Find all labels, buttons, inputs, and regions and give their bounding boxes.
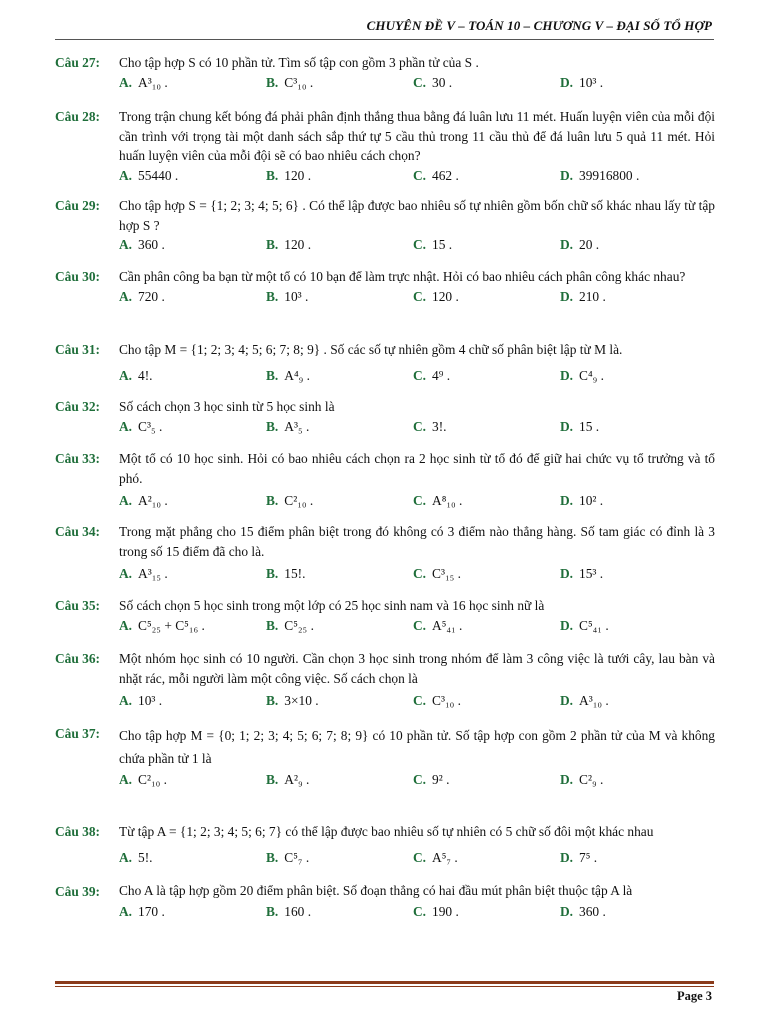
question-text: Cho tập hợp S = {1; 2; 3; 4; 5; 6} . Có thể lập được bao nhiêu số tự nhiên gồm bốn chữ số khác nhau lấy từ tập hợp S ? [119, 198, 715, 233]
option-c [413, 166, 560, 186]
option-label: C. [413, 237, 427, 252]
option-label: B. [266, 493, 279, 508]
option-value: 360 . [579, 903, 606, 919]
option-d [560, 616, 707, 636]
option-label: D. [560, 617, 574, 633]
answer-options [55, 616, 715, 636]
option-d [560, 417, 707, 437]
option-a [119, 235, 266, 255]
option-c [413, 73, 560, 93]
question-33 [55, 449, 715, 511]
option-value: C³₁₀ . [432, 693, 462, 708]
question-29 [55, 196, 715, 255]
question-35 [55, 596, 715, 636]
option-value: 10³ . [284, 288, 309, 304]
option-b [266, 235, 413, 255]
option-d [560, 770, 707, 790]
option-label: A. [119, 617, 133, 633]
question-number: Câu 33: [55, 451, 101, 466]
option-value: C³₁₀ . [284, 74, 314, 90]
option-c [413, 491, 560, 511]
option-label: B. [266, 617, 279, 633]
option-value: C²₉ . [579, 772, 604, 787]
option-value: C⁴₉ . [579, 367, 604, 383]
answer-options [55, 166, 715, 186]
answer-options [55, 902, 715, 922]
option-label: D. [560, 74, 574, 90]
option-value: C²₁₀ . [284, 493, 314, 508]
option-b [266, 848, 413, 868]
option-label: A. [119, 237, 133, 252]
option-label: A. [119, 772, 133, 787]
option-d [560, 564, 707, 584]
question-text: Trong mặt phẳng cho 15 điểm phân biệt trong đó không có 3 điểm nào thẳng hàng. Số tam giác có đỉnh là 3 trong số 15 điểm đã cho là. [119, 524, 715, 559]
option-c [413, 417, 560, 437]
question-30 [55, 267, 715, 307]
option-value: 15 . [432, 237, 453, 252]
answer-options [55, 366, 715, 386]
option-a [119, 616, 266, 636]
question-text: Cho A là tập hợp gồm 20 điểm phân biệt. Số đoạn thẳng có hai đầu mút phân biệt thuộc tập A là [119, 883, 633, 898]
option-label: A. [119, 493, 133, 508]
option-value: 462 . [432, 167, 459, 183]
question-number: Câu 31: [55, 342, 101, 357]
option-value: 170 . [138, 903, 165, 919]
question-37 [55, 724, 715, 790]
option-label: A. [119, 74, 133, 90]
question-number: Câu 32: [55, 399, 101, 414]
option-value: 9² . [432, 772, 450, 787]
option-value: 120 . [284, 167, 312, 183]
question-text: Một nhóm học sinh có 10 người. Cần chọn 3 học sinh trong nhóm để làm 3 công việc là tưới cây, lau bàn và nhặt rác, mỗi người làm một công việc. Số cách chọn là [119, 651, 715, 686]
option-c [413, 902, 560, 922]
option-value: A³₅ . [284, 418, 310, 434]
option-a [119, 287, 266, 307]
option-b [266, 691, 413, 711]
option-value: 210 . [579, 288, 606, 304]
option-value: 4⁹ . [432, 367, 451, 383]
option-label: C. [413, 288, 427, 304]
option-label: B. [266, 167, 279, 183]
question-text: Cho tập hợp S có 10 phần tử. Tìm số tập con gồm 3 phần tử của S . [119, 55, 479, 70]
question-38 [55, 822, 715, 868]
option-label: D. [560, 772, 574, 787]
option-value: A⁵₇ . [432, 849, 458, 865]
question-number: Câu 30: [55, 269, 101, 284]
option-b [266, 417, 413, 437]
option-d [560, 235, 707, 255]
option-value: 20 . [579, 237, 600, 252]
option-d [560, 366, 707, 386]
option-label: D. [560, 367, 574, 383]
option-value: 30 . [432, 74, 453, 90]
option-d [560, 848, 707, 868]
option-label: C. [413, 367, 427, 383]
option-value: 15³ . [579, 566, 604, 581]
option-a [119, 73, 266, 93]
option-label: C. [413, 167, 427, 183]
option-b [266, 616, 413, 636]
option-label: B. [266, 566, 279, 581]
option-value: A⁵₄₁ . [432, 617, 463, 633]
option-label: B. [266, 74, 279, 90]
answer-options [55, 564, 715, 584]
option-label: A. [119, 903, 133, 919]
answer-options [55, 235, 715, 255]
option-label: D. [560, 903, 574, 919]
option-value: C⁵₄₁ . [579, 617, 609, 633]
question-39 [55, 882, 715, 922]
question-28 [55, 107, 715, 186]
option-value: C⁵₂₅ . [284, 617, 314, 633]
question-text: Số cách chọn 5 học sinh trong một lớp có 25 học sinh nam và 16 học sinh nữ là [119, 598, 545, 613]
answer-options [55, 491, 715, 511]
option-value: 5!. [138, 849, 153, 865]
option-value: 39916800 . [579, 167, 640, 183]
option-value: A²₉ . [284, 772, 310, 787]
option-label: D. [560, 493, 574, 508]
option-label: C. [413, 617, 427, 633]
question-text: Từ tập A = {1; 2; 3; 4; 5; 6; 7} có thể lập được bao nhiêu số tự nhiên có 5 chữ số đôi một khác nhau [119, 824, 654, 839]
option-d [560, 491, 707, 511]
option-value: A³₁₀ . [138, 74, 168, 90]
option-value: C²₁₀ . [138, 772, 168, 787]
option-b [266, 902, 413, 922]
question-27 [55, 53, 715, 93]
option-b [266, 287, 413, 307]
option-a [119, 770, 266, 790]
option-label: D. [560, 849, 574, 865]
answer-options [55, 73, 715, 93]
option-c [413, 691, 560, 711]
option-label: D. [560, 167, 574, 183]
option-value: A⁸₁₀ . [432, 493, 463, 508]
option-c [413, 616, 560, 636]
option-label: D. [560, 288, 574, 304]
option-value: 7⁵ . [579, 849, 598, 865]
answer-options [55, 287, 715, 307]
option-c [413, 848, 560, 868]
option-a [119, 848, 266, 868]
option-b [266, 564, 413, 584]
option-a [119, 691, 266, 711]
option-b [266, 73, 413, 93]
option-c [413, 770, 560, 790]
option-a [119, 491, 266, 511]
option-c [413, 366, 560, 386]
option-value: 15 . [579, 418, 600, 434]
question-number: Câu 37: [55, 726, 101, 741]
option-label: C. [413, 849, 427, 865]
option-label: B. [266, 367, 279, 383]
question-number: Câu 29: [55, 198, 101, 213]
option-a [119, 366, 266, 386]
question-number: Câu 39: [55, 884, 101, 899]
option-value: 4!. [138, 367, 153, 383]
option-value: C³₁₅ . [432, 566, 462, 581]
option-label: B. [266, 903, 279, 919]
option-label: D. [560, 693, 574, 708]
option-d [560, 902, 707, 922]
question-number: Câu 36: [55, 651, 101, 666]
option-label: A. [119, 288, 133, 304]
option-label: B. [266, 693, 279, 708]
question-number: Câu 34: [55, 524, 101, 539]
option-label: B. [266, 772, 279, 787]
option-value: 160 . [284, 903, 312, 919]
option-value: 10³ . [579, 74, 604, 90]
option-label: D. [560, 566, 574, 581]
answer-options [55, 691, 715, 711]
answer-options [55, 417, 715, 437]
option-b [266, 770, 413, 790]
option-d [560, 166, 707, 186]
option-label: B. [266, 237, 279, 252]
option-b [266, 166, 413, 186]
page-header-title: CHUYÊN ĐỀ V – TOÁN 10 – CHƯƠNG V – ĐẠI SỐ TỔ HỢP [366, 18, 712, 33]
option-b [266, 366, 413, 386]
option-label: C. [413, 74, 427, 90]
option-label: C. [413, 693, 427, 708]
question-text: Cho tập hợp M = {0; 1; 2; 3; 4; 5; 6; 7; 8; 9} có 10 phần tử. Số tập hợp con gồm 2 phần tử của M và không chứa phần tử 1 là [119, 728, 715, 766]
option-value: C⁵₂₅ + C⁵₁₆ . [138, 617, 205, 633]
question-number: Câu 35: [55, 598, 101, 613]
option-c [413, 235, 560, 255]
option-value: A⁴₉ . [284, 367, 310, 383]
option-value: 3!. [432, 418, 447, 434]
footer-divider [55, 981, 714, 984]
option-value: 120 . [284, 237, 312, 252]
option-label: B. [266, 849, 279, 865]
option-a [119, 564, 266, 584]
question-32 [55, 397, 715, 437]
option-c [413, 564, 560, 584]
question-text: Trong trận chung kết bóng đá phải phân định thắng thua bằng đá luân lưu 11 mét. Huấn luyện viên của mỗi đội cần trình với trọng tài một danh sách sắp thứ tự 5 cầu thủ trong 11 cầu thủ để đá luân lưu 5 quả 11 mét. Hỏi huấn luyện viên của mỗi đội sẽ có bao nhiêu cách chọn? [119, 109, 715, 163]
option-c [413, 287, 560, 307]
option-label: A. [119, 566, 133, 581]
option-label: C. [413, 493, 427, 508]
option-b [266, 491, 413, 511]
option-value: 120 . [432, 288, 459, 304]
option-value: 15!. [284, 566, 306, 581]
option-label: B. [266, 418, 279, 434]
question-number: Câu 28: [55, 109, 101, 124]
question-text: Một tổ có 10 học sinh. Hỏi có bao nhiêu cách chọn ra 2 học sinh từ tổ đó để giữ hai chức vụ tổ trưởng và tổ phó. [119, 451, 715, 486]
option-label: C. [413, 903, 427, 919]
option-value: 3×10 . [284, 693, 319, 708]
option-label: D. [560, 418, 574, 434]
option-label: B. [266, 288, 279, 304]
option-label: A. [119, 167, 133, 183]
option-d [560, 691, 707, 711]
option-d [560, 287, 707, 307]
footer-divider-thin [55, 986, 714, 987]
option-value: A³₁₀ . [579, 693, 609, 708]
option-value: 360 . [138, 237, 165, 252]
option-value: 190 . [432, 903, 459, 919]
option-a [119, 902, 266, 922]
option-label: A. [119, 418, 133, 434]
option-label: C. [413, 566, 427, 581]
option-a [119, 166, 266, 186]
option-value: 720 . [138, 288, 165, 304]
answer-options [55, 848, 715, 868]
option-value: 10² . [579, 493, 604, 508]
question-text: Số cách chọn 3 học sinh từ 5 học sinh là [119, 399, 335, 414]
question-number: Câu 38: [55, 824, 101, 839]
question-text: Cần phân công ba bạn từ một tổ có 10 bạn để làm trực nhật. Hỏi có bao nhiêu cách phân công khác nhau? [119, 269, 686, 284]
question-31 [55, 340, 715, 386]
option-value: C⁵₇ . [284, 849, 310, 865]
option-d [560, 73, 707, 93]
page-number: Page 3 [676, 989, 712, 1003]
option-label: C. [413, 418, 427, 434]
question-text: Cho tập M = {1; 2; 3; 4; 5; 6; 7; 8; 9} . Số các số tự nhiên gồm 4 chữ số phân biệt lập từ M là. [119, 342, 623, 357]
option-value: A³₁₅ . [138, 566, 168, 581]
option-a [119, 417, 266, 437]
option-label: A. [119, 367, 133, 383]
question-36 [55, 649, 715, 711]
option-value: A²₁₀ . [138, 493, 168, 508]
option-label: C. [413, 772, 427, 787]
option-value: 55440 . [138, 167, 179, 183]
option-label: D. [560, 237, 574, 252]
option-label: A. [119, 693, 133, 708]
option-label: A. [119, 849, 133, 865]
option-value: 10³ . [138, 693, 163, 708]
question-number: Câu 27: [55, 55, 101, 70]
question-34 [55, 522, 715, 584]
option-value: C³₅ . [138, 418, 163, 434]
header-divider [55, 39, 714, 40]
answer-options [55, 770, 715, 790]
